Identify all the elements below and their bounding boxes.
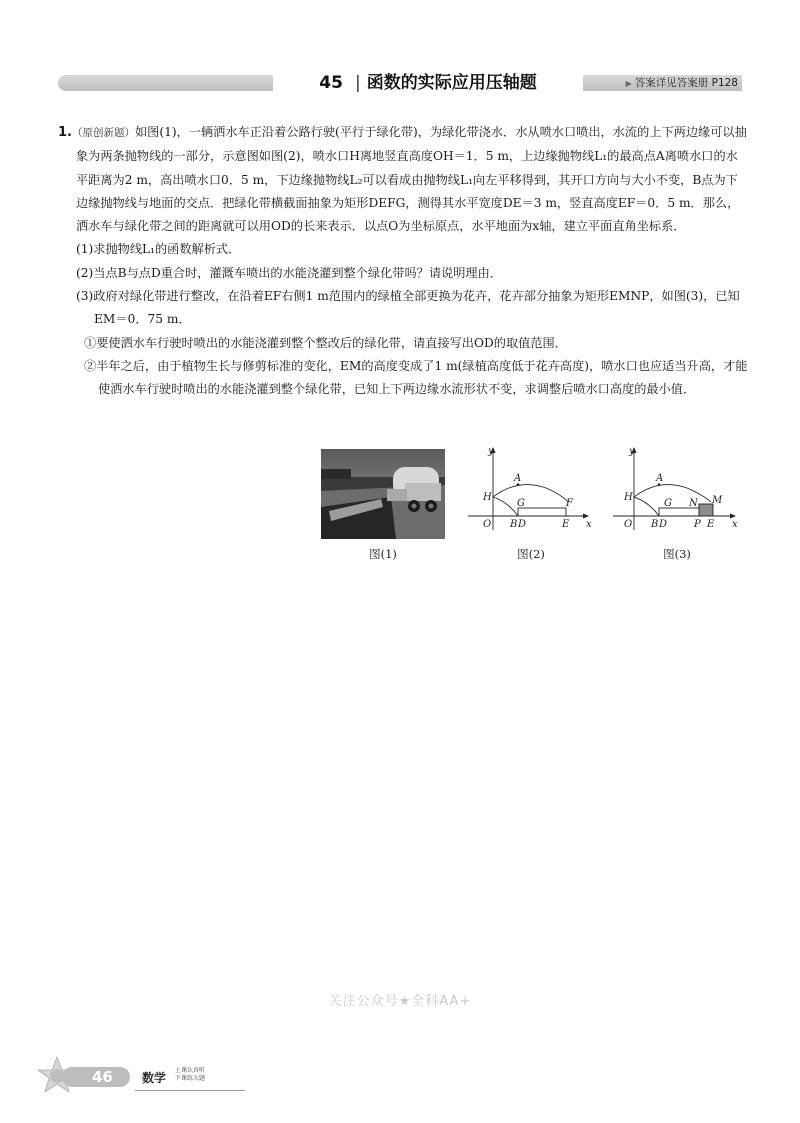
- label-x: x: [586, 519, 592, 530]
- label-E: E: [707, 519, 715, 530]
- figure-3: [611, 444, 741, 534]
- question-1: (1)求抛物线L₁的函数解析式．: [76, 242, 241, 257]
- label-B: B: [651, 519, 659, 530]
- label-H: H: [483, 492, 492, 503]
- flower-rect-EMNP: [699, 504, 713, 516]
- section-title-text: 函数的实际应用压轴题: [366, 73, 537, 93]
- question-3: (3)政府对绿化带进行整改，在沿着EF右侧1 m范围内的绿植全部更换为花卉，花卉部分抽象为矩形EMNP，如图(3)，已知EM＝0．75 m．: [76, 289, 740, 327]
- label-D: D: [659, 519, 668, 530]
- section-title: [273, 72, 583, 94]
- label-H: H: [624, 492, 633, 503]
- subject-label: 数学: [142, 1071, 167, 1085]
- answer-reference-text: 答案详见答案册 P128: [634, 77, 738, 89]
- triangle-icon: ▶: [625, 79, 632, 88]
- x-axis-arrow-icon: [583, 514, 589, 519]
- label-P: P: [694, 519, 701, 530]
- lower-parabola-L2: [493, 497, 518, 516]
- title-separator: |: [354, 73, 361, 93]
- label-x: x: [732, 519, 738, 530]
- question-3-part-2: ②半年之后，由于植物生长与修剪标准的变化，EM的高度变成了1 m(绿植高度低于花卉高度)，喷水口也应适当升高，才能使洒水车行驶时喷出的水能浇灌到整个绿化带，已知上下两边缘水流形状不变，求调整后喷水口高度的最小值．: [84, 358, 748, 397]
- figure-2-caption: 图(2): [517, 547, 545, 561]
- answer-reference: [626, 75, 738, 91]
- question-2: (2)当点B与点D重合时，灌溉车喷出的水能浇灌到整个绿化带吗？请说明理由．: [76, 265, 502, 280]
- upper-parabola-L1: [634, 485, 711, 502]
- page-footer: [35, 1052, 335, 1102]
- page-number: 46: [62, 1067, 130, 1087]
- problem-number: 1.: [58, 125, 72, 140]
- figure-1-caption: 图(1): [369, 547, 397, 561]
- label-G: G: [517, 498, 525, 509]
- label-B: B: [510, 519, 518, 530]
- slogan-line-1: 上课认真听: [175, 1067, 206, 1074]
- section-header: [58, 72, 742, 94]
- problem-tag: （原创新题）: [71, 127, 135, 139]
- figure-3-diagram: [611, 444, 741, 534]
- upper-parabola-L1: [493, 485, 568, 502]
- label-E: E: [562, 519, 570, 530]
- figure-2: [466, 444, 596, 534]
- label-N: N: [689, 498, 698, 509]
- figure-3-caption: 图(3): [663, 547, 691, 561]
- label-D: D: [518, 519, 527, 530]
- label-F: F: [566, 498, 573, 509]
- label-y: y: [629, 446, 635, 457]
- water-truck-photo: [321, 449, 445, 539]
- label-A: A: [656, 473, 664, 484]
- greenbelt-rect-DEFG: [518, 508, 566, 516]
- label-A: A: [514, 473, 522, 484]
- problem-stem-text: 如图(1)，一辆洒水车正沿着公路行驶(平行于绿化带)，为绿化带浇水．水从喷水口喷出，水流的上下两边缘可以抽象为两条抛物线的一部分，示意图如图(2)，喷水口H离地竖直高度OH＝1．5 m，上边缘抛物线L₁的最高点A离喷水口的水平距离为2 m，高出喷水口0．5 m，下边缘抛物线L₂可以看成由抛物线L₁向左平移得到，其开口方向与大小不变，B点为下边缘抛物线与地面的交点．把绿化带横截面抽象为矩形DEFG，测得其水平宽度DE＝3 m，竖直高度EF＝0．5 m．那么，洒水车与绿化带之间的距离就可以用OD的长来表示．以点O为坐标原点，水平地面为x轴，建立平面直角坐标系．: [76, 125, 747, 234]
- x-axis-arrow-icon: [730, 514, 736, 519]
- label-M: M: [712, 495, 723, 506]
- lower-parabola-L2: [634, 497, 659, 516]
- figure-2-diagram: [466, 444, 596, 534]
- label-y: y: [488, 446, 494, 457]
- footer-divider: [135, 1090, 245, 1091]
- question-3-part-1: ①要使洒水车行驶时喷出的水能浇灌到整个整改后的绿化带，请直接写出OD的取值范围．: [84, 335, 567, 350]
- greenbelt-rect: [659, 508, 699, 516]
- slogan: [175, 1067, 215, 1083]
- label-O: O: [624, 519, 633, 530]
- slogan-line-2: 下课练大题: [175, 1075, 206, 1082]
- figure-1: [321, 449, 445, 539]
- problem-stem: [58, 121, 748, 238]
- section-number: 45: [319, 73, 343, 93]
- label-G: G: [664, 498, 672, 509]
- watermark: 关注公众号★全科AA+: [328, 994, 472, 1009]
- label-O: O: [483, 519, 492, 530]
- problem-1: [58, 121, 748, 402]
